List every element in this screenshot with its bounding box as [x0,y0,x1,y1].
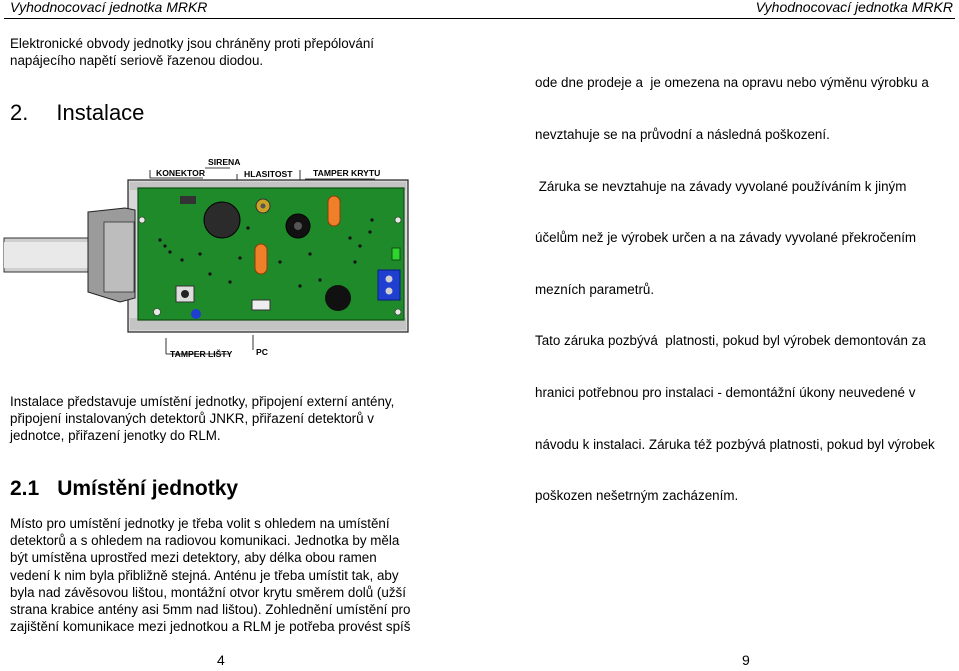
placement-line: Místo pro umístění jednotky je třeba volit s ohledem na umístění [10,516,390,531]
subsection-number: 2.1 [10,477,40,500]
label-hlasitost: HLASITOST [244,169,293,179]
page-number-left: 4 [217,652,225,668]
warranty-paragraph [535,40,935,522]
placement-paragraph [10,515,410,635]
installation-paragraph [10,393,394,445]
warranty-line: nevztahuje se na průvodní a následná poškození. [535,127,830,143]
intro-paragraph [10,35,374,69]
label-tamper-krytu: TAMPER KRYTU [313,168,381,178]
placement-line: detektorů a s ohledem na radiovou komunikaci. Jednotka by měla [10,533,400,549]
crystal-oscillator [255,244,267,274]
warranty-line: návodu k instalaci. Záruka též pozbývá platnosti, pokud byl výrobek [535,436,935,452]
intro-line: napájecího napětí seriově řazenou diodou. [10,53,264,69]
warranty-line: Záruka se nevztahuje na závady vyvolané používáním k jiným [535,178,907,194]
terminal-block [378,270,400,300]
placement-line: vedení k nim byla přibližně stejná. Anténu je třeba umístit tak, aby [10,567,399,583]
header-title-left: Vyhodnocovací jednotka MRKR [10,0,208,15]
terminal-screw [386,288,393,295]
warranty-line: mezních parametrů. [535,281,655,297]
installation-line: připojení instalovaných detektorů JNKR, přiřazení detektorů v [10,411,374,427]
volume-trimmer-center [261,204,266,209]
status-led-green [392,248,400,260]
label-tamper-listy: TAMPER LIŠTY [170,349,233,359]
pc-header [252,300,270,310]
placement-line: být umístěna uprostřed mezi detektory, aby délka obou ramen [10,550,377,566]
status-led-blue [191,309,201,319]
warranty-line: Tato záruka pozbývá platnosti, pokud byl výrobek demontován za [535,333,926,349]
warranty-line: hranici potřebnou pro instalaci - demontážní úkony neuvedené v [535,385,916,401]
rail-tamper-switch [325,285,351,311]
section-title: Instalace [56,100,145,125]
label-konektor: KONEKTOR [156,168,206,178]
placement-line: strana krabice antény asi 5mm nad lištou). Zohlednění umístění pro [10,602,411,618]
crystal-oscillator [328,196,340,226]
label-sirena: SIRENA [208,157,241,167]
warranty-line: ode dne prodeje a je omezena na opravu nebo výměnu výrobku a [535,75,929,91]
page-number-right: 9 [742,652,750,668]
header-rule [4,18,955,19]
terminal-screw [386,276,393,283]
pc-connector-pin [181,290,189,298]
warranty-line: poškozen nešetrným zacházením. [535,488,739,504]
connector-block [104,222,134,292]
placement-line: byla nad závěsovou lištou, montážní otvor krytu směrem dolů (užší [10,584,406,600]
section-number: 2. [10,100,29,125]
installation-line: jednotce, přiřazení jenotky do RLM. [10,428,221,444]
placement-line: zajištění komunikace mezi jednotkou a RLM je potřeba provést spíš [10,619,411,635]
pcb-figure [0,150,440,365]
warranty-line: účelům než je výrobek určen a na závady vyvolané překročením [535,230,917,246]
section-heading [10,100,144,126]
subsection-heading [10,477,238,501]
siren-buzzer [204,202,240,238]
cover-tamper-center [294,222,302,230]
subsection-title: Umístění jednotky [57,477,239,500]
header-title-right: Vyhodnocovací jednotka MRKR [755,0,953,15]
label-pc: PC [256,347,268,357]
ic-chip [180,196,196,204]
installation-line: Instalace představuje umístění jednotky, připojení externí antény, [10,394,395,409]
intro-line: Elektronické obvody jednotky jsou chráněny proti přepólování [10,36,374,51]
